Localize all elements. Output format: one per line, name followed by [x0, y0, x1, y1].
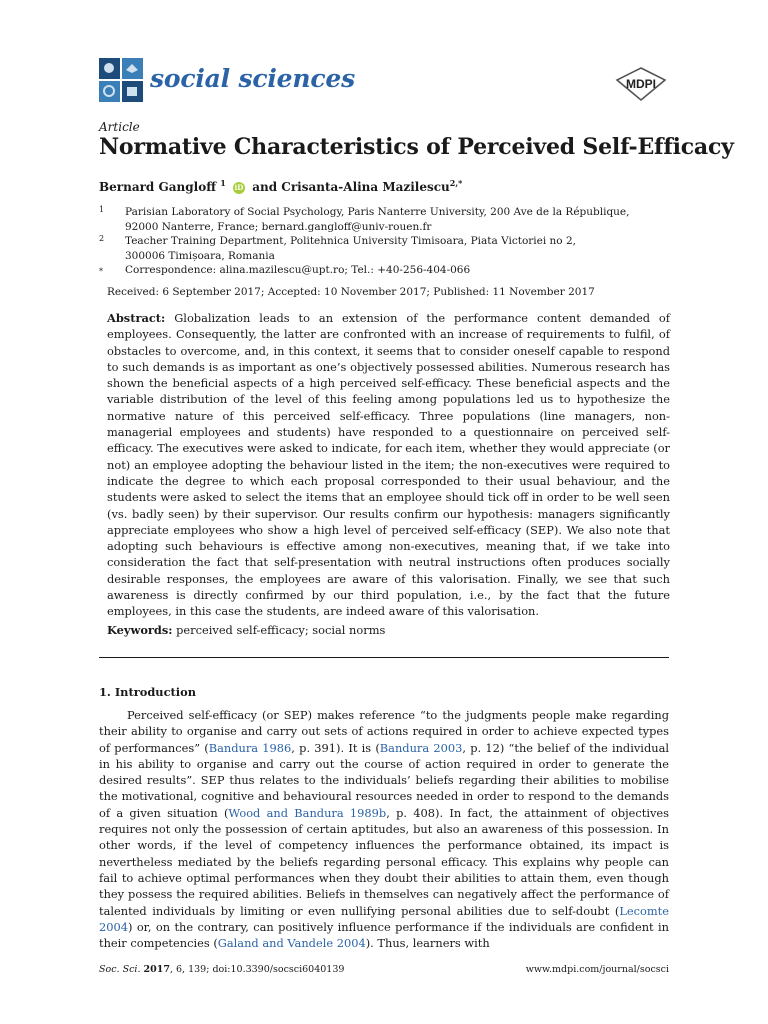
citation-link[interactable]: Bandura 1986 — [208, 740, 292, 755]
journal-name: social sciences — [150, 64, 355, 93]
affiliation-marker: * — [99, 267, 103, 276]
affiliation-line: 300006 Timișoara, Romania — [125, 250, 275, 262]
body-text: , p. 12) “the belief of the individual in his ability to organise and carry out the course of action required in order to generate the desired results”. SEP thus relates to the individuals’ beliefs regarding their abilities to mobilise the motivational, cognitive and behavioural resources needed in order to respond to the demands of a given situation ( — [99, 740, 670, 820]
abstract — [107, 310, 670, 620]
footer-citation — [99, 964, 344, 975]
author-2[interactable]: Crisanta-Alina Mazilescu — [281, 180, 450, 194]
author-2-affiliation: 2,* — [449, 178, 463, 188]
publication-dates: Received: 6 September 2017; Accepted: 10 November 2017; Published: 11 November 2017 — [107, 286, 595, 298]
footer-journal: Soc. Sci. — [99, 964, 141, 975]
abstract-text: Globalization leads to an extension of the performance content demanded of employees. Consequently, the latter are confronted with an increase of requirements to fulfil, of obstacles to overcome, and, in this context, it seems that to consider oneself capable to respond to such demands is as important as one’s objectively possessed abilities. Numerous research has shown the beneficial aspects of a high perceived self-efficacy. These beneficial aspects and the variable distribution of the level of this feeling among populations led us to hypothesize the normative nature of this perceived self-efficacy. Three populations (line managers, non-managerial employees and students) have responded to a questionnaire on perceived self-efficacy. The executives were asked to indicate, for each item, whether they would appreciate (or not) an employee adopting the behaviour listed in the item; the non-executives were required to indicate the degree to which each proposal corresponded to their usual behaviour, and the students were asked to select the items that an employee should tick off in order to be well seen (vs. badly seen) by their supervisor. Our results confirm our hypothesis: managers significantly appreciate employees who show a high level of perceived self-efficacy (SEP). We also note that adopting such behaviours is effective among non-executives, meaning that, if we take into consideration the fact that self-presentation with neutral instructions often produces socially desirable responses, the employees are aware of this valorisation. Finally, we see that such awareness is directly confirmed by our third population, i.e., by the fact that the future employees, in this case the students, are indeed aware of this valorisation. — [107, 311, 670, 619]
footer-doi: , 6, 139; doi:10.3390/socsci6040139 — [169, 964, 345, 975]
citation-link[interactable]: Lecomte 2004 — [99, 903, 669, 934]
affiliation-marker: 2 — [99, 234, 105, 243]
body-text: , p. 408). In fact, the attainment of objectives requires not only the possession of certain aptitudes, but also an awareness of this possession. In other words, if the level of competency influences the performance obtained, its impact is nevertheless mediated by the beliefs regarding personal efficacy. This explains why people can fail to achieve optimal performances when they doubt their abilities to attain them, even though they possess the required abilities. Beliefs in themselves can negatively affect the performance of talented individuals by limiting or even nullifying personal abilities due to self-doubt ( — [99, 805, 669, 918]
body-text: ). Thus, learners with — [365, 936, 490, 951]
author-conjunction: and — [252, 180, 278, 194]
author-1[interactable]: Bernard Gangloff — [99, 180, 217, 194]
affiliation-marker: 1 — [99, 205, 105, 214]
journal-logo — [99, 58, 143, 102]
correspondence-text: Correspondence: alina.mazilescu@upt.ro; Tel.: +40-256-404-066 — [125, 264, 471, 276]
paper-title: Normative Characteristics of Perceived Self-Efficacy — [99, 134, 734, 160]
article-type: Article — [99, 120, 140, 134]
body-paragraph — [99, 707, 669, 951]
body-text: , p. 391). It is ( — [291, 740, 380, 755]
keywords-label: Keywords: — [107, 623, 173, 637]
abstract-label: Abstract: — [107, 311, 166, 325]
citation-link[interactable]: Wood and Bandura 1989b — [228, 805, 387, 820]
orcid-icon[interactable]: iD — [234, 183, 244, 192]
body-text: ) or, on the contrary, can positively influence performance if the individuals are confident in their competencies ( — [99, 919, 669, 951]
mdpi-logo — [614, 66, 668, 102]
footer-year: 2017 — [143, 964, 170, 975]
author-line — [99, 178, 462, 194]
affiliation-line: Teacher Training Department, Politehnica University Timisoara, Piata Victoriei no 2, — [125, 235, 576, 247]
affiliation-line: Parisian Laboratory of Social Psychology, Paris Nanterre University, 200 Ave de la République, — [125, 206, 630, 218]
body-text: Perceived self-efficacy (or SEP) makes reference “to the judgments people make regarding their ability to organise and carry out sets of actions required in order to achieve expected types of performances” ( — [99, 708, 669, 755]
mdpi-logo-text: MDPI — [626, 77, 656, 91]
divider — [99, 657, 669, 658]
citation-link[interactable]: Bandura 2003 — [379, 740, 463, 755]
keywords — [107, 623, 385, 637]
footer-url[interactable]: www.mdpi.com/journal/socsci — [525, 964, 669, 975]
affiliation-line: 92000 Nanterre, France; bernard.gangloff@univ-rouen.fr — [125, 221, 432, 233]
author-1-affiliation: 1 — [220, 178, 226, 188]
keywords-text: perceived self-efficacy; social norms — [176, 623, 386, 637]
section-heading: 1. Introduction — [99, 685, 196, 699]
citation-link[interactable]: Galand and Vandele 2004 — [217, 936, 366, 951]
